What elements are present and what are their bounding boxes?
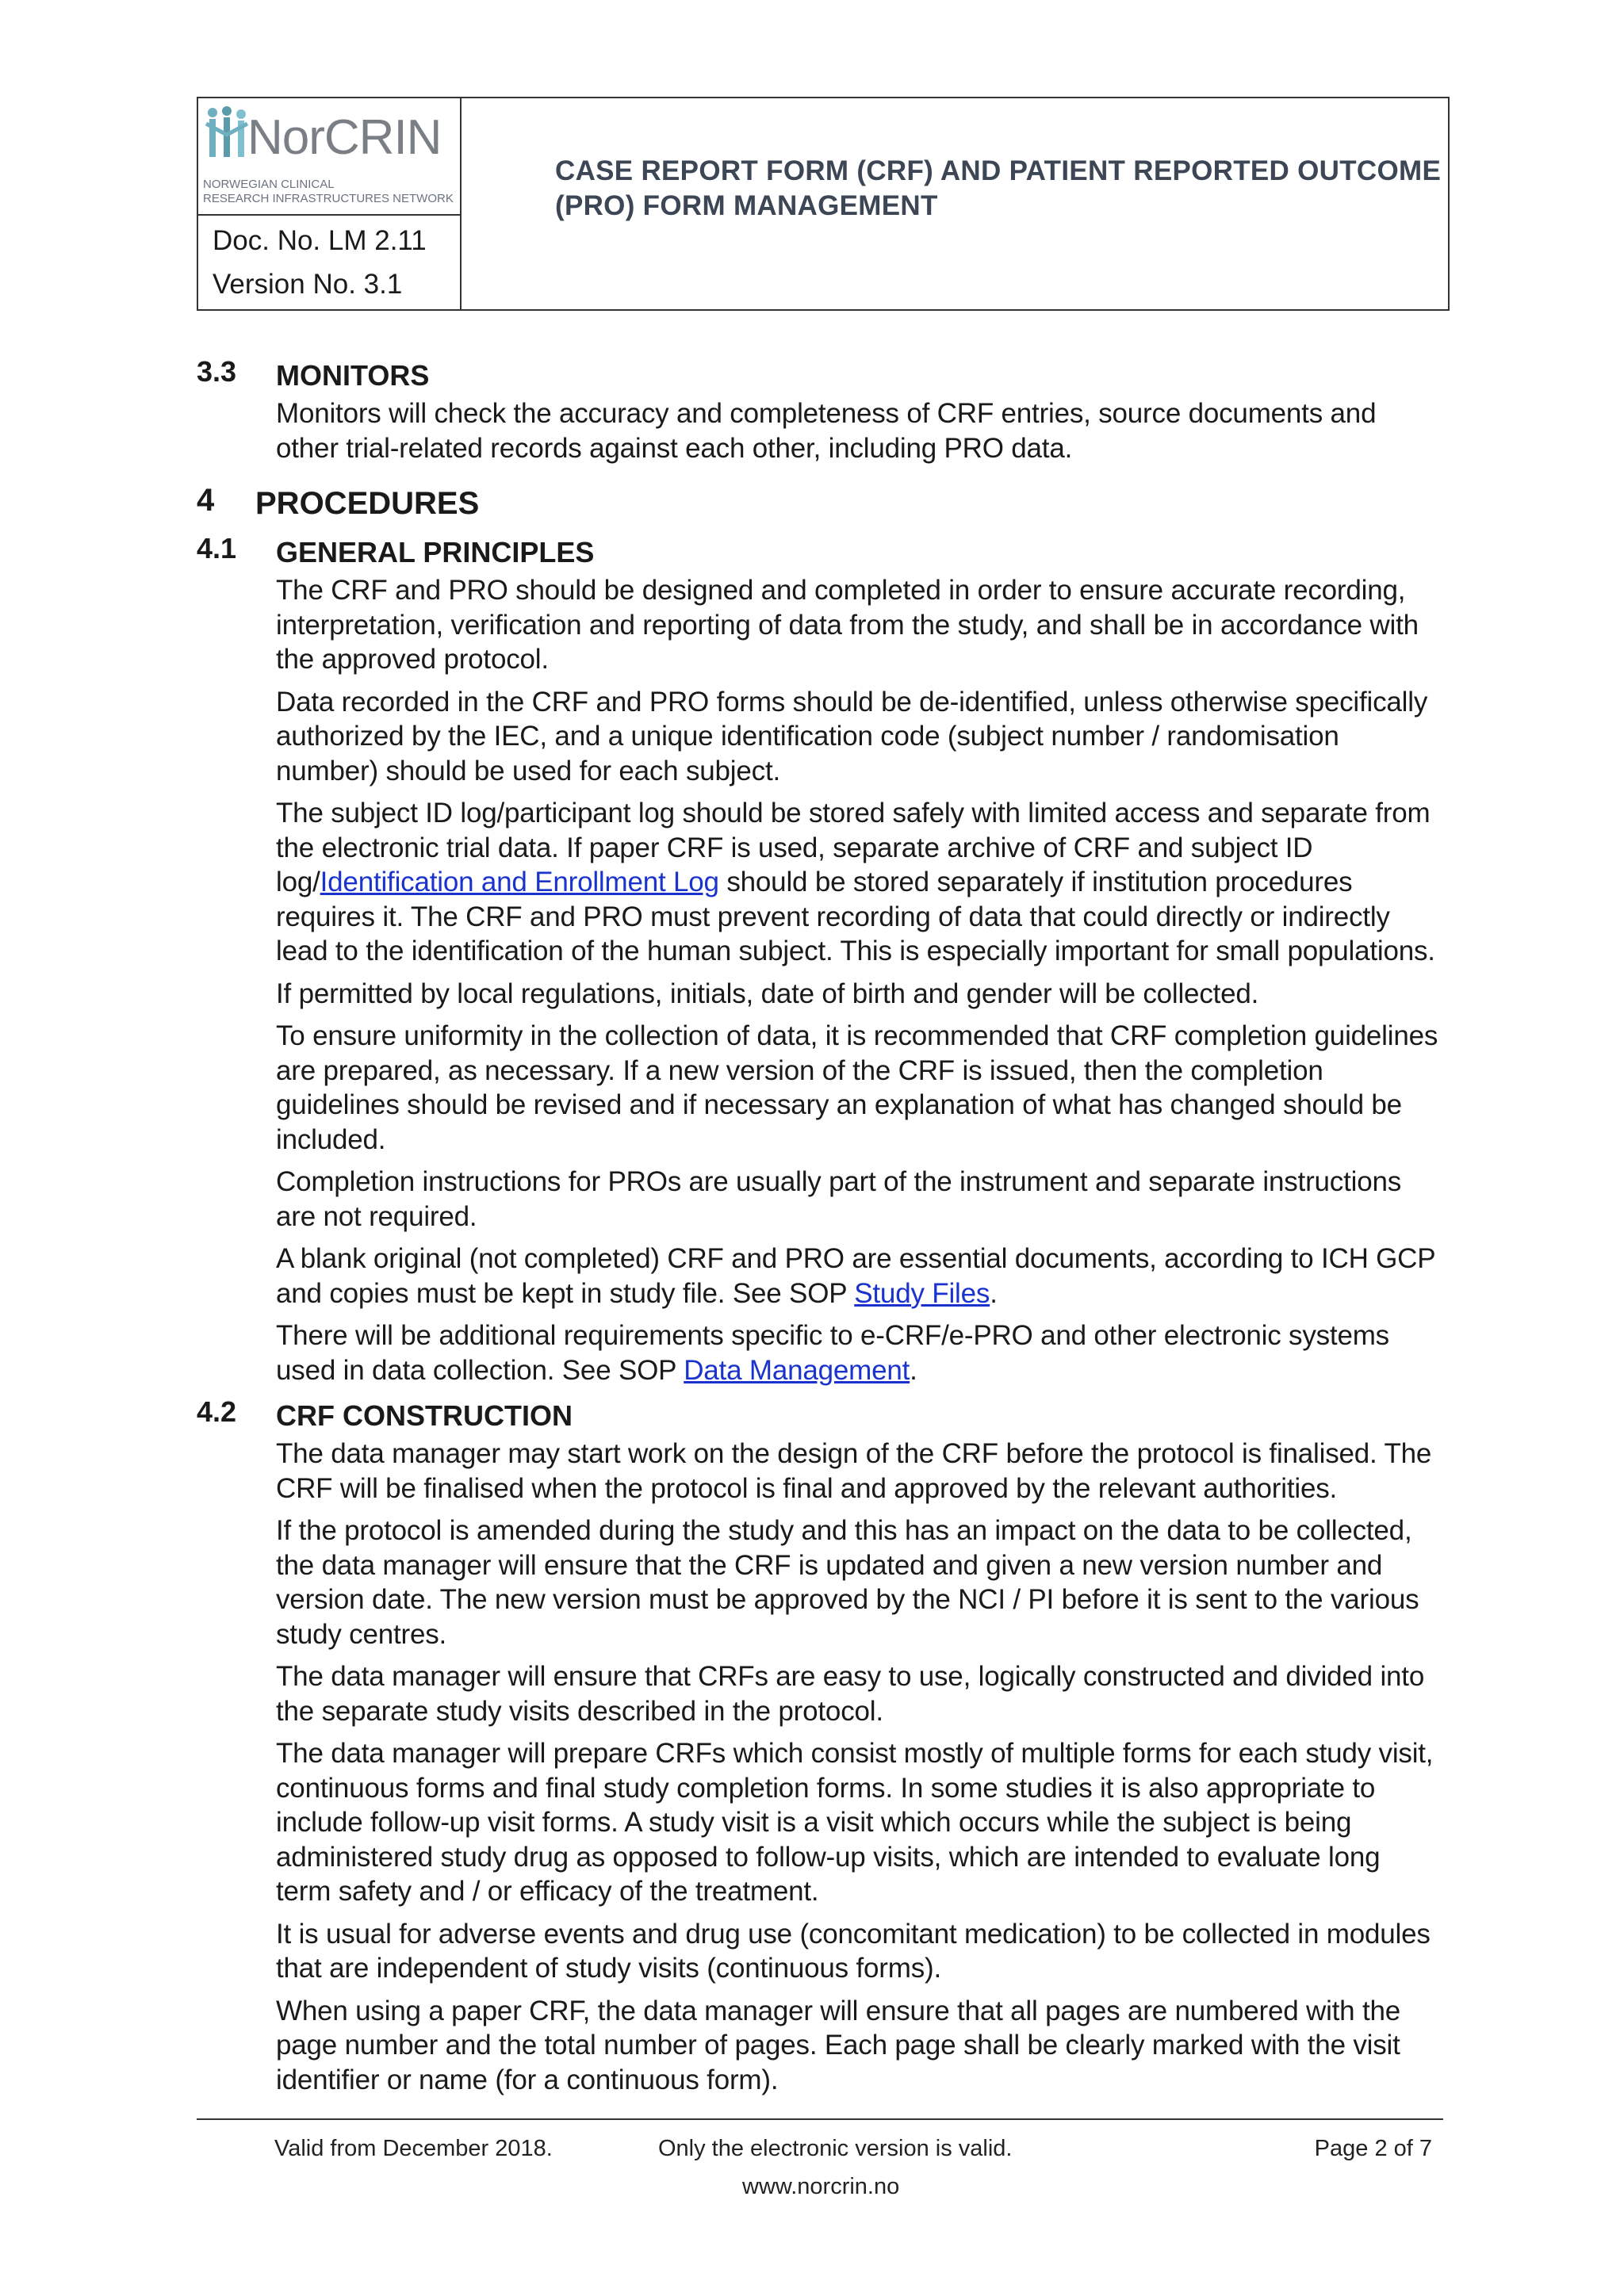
section-4-heading bbox=[197, 483, 1450, 524]
study-files-link[interactable]: Study Files bbox=[854, 1277, 990, 1309]
paragraph-text: . bbox=[990, 1277, 998, 1309]
electronic-version-note: Only the electronic version is valid. bbox=[658, 2136, 1013, 2161]
logo-subtitle-line-2: RESEARCH INFRASTRUCTURES NETWORK bbox=[203, 192, 454, 205]
paragraph-text: . bbox=[910, 1354, 917, 1386]
valid-from-text: Valid from December 2018. bbox=[274, 2136, 553, 2161]
section-4-1-heading bbox=[197, 532, 1450, 573]
paragraph-text: The subject ID log/participant log should be stored safely with limited access and separate from the electronic trial data. If paper CRF is used, separate archive of CRF and subject ID log/ bbox=[276, 798, 1431, 897]
paragraph-text: should be stored separately if institution procedures requires it. The CRF and PRO must prevent recording of data that could directly or indirectly lead to the identification of the human subject. This is especially important for small populations. bbox=[276, 867, 1435, 966]
paragraph: The data manager may start work on the design of the CRF before the protocol is finalised. The CRF will be finalised when the protocol is final and approved by the relevant authorities. bbox=[276, 1438, 1432, 1504]
section-title: PROCEDURES bbox=[255, 486, 480, 521]
paragraph: If permitted by local regulations, initials, date of birth and gender will be collected. bbox=[276, 978, 1259, 1009]
paragraph bbox=[276, 1242, 1442, 1311]
paragraph: Data recorded in the CRF and PRO forms should be de-identified, unless otherwise specifically authorized by the IEC, and a unique identification code (subject number / randomisation number) should be used for each subject. bbox=[276, 686, 1428, 786]
doc-number: Doc. No. LM 2.11 bbox=[213, 225, 427, 256]
paragraph: If the protocol is amended during the study and this has an impact on the data to be collected, the data manager will ensure that the CRF is updated and given a new version number and version date. The new version must be approved by the NCI / PI before it is sent to the various study centres. bbox=[276, 1515, 1419, 1650]
paragraph-text: A blank original (not completed) CRF and PRO are essential documents, according to ICH GCP and copies must be kept in study file. See SOP bbox=[276, 1243, 1435, 1309]
document-body bbox=[197, 355, 1450, 2105]
norcrin-logo bbox=[198, 98, 460, 216]
section-number: 4.2 bbox=[197, 1395, 237, 1428]
document-header bbox=[197, 97, 1450, 311]
paragraph-text: There will be additional requirements specific to e-CRF/e-PRO and other electronic systems used in data collection. See SOP bbox=[276, 1320, 1389, 1386]
paragraph: It is usual for adverse events and drug use (concomitant medication) to be collected in modules that are independent of study visits (continuous forms). bbox=[276, 1918, 1431, 1984]
header-left-column bbox=[198, 98, 462, 309]
document-info bbox=[198, 216, 460, 309]
paragraph bbox=[276, 796, 1442, 969]
identification-enrollment-log-link[interactable]: Identification and Enrollment Log bbox=[320, 867, 719, 897]
paragraph: Monitors will check the accuracy and completeness of CRF entries, source documents and other trial-related records against each other, including PRO data. bbox=[276, 398, 1377, 464]
version-number: Version No. 3.1 bbox=[213, 269, 403, 300]
logo-subtitle-line-1: NORWEGIAN CLINICAL bbox=[203, 178, 335, 191]
paragraph bbox=[276, 1318, 1442, 1387]
section-title: MONITORS bbox=[276, 359, 430, 392]
data-management-link[interactable]: Data Management bbox=[684, 1354, 910, 1386]
logo-name: NorCRIN bbox=[247, 110, 442, 165]
section-3-3-heading bbox=[197, 355, 1450, 396]
document-title-line-1: CASE REPORT FORM (CRF) AND PATIENT REPORTED OUTCOME bbox=[555, 155, 1442, 186]
document-title bbox=[462, 98, 1448, 309]
paragraph: When using a paper CRF, the data manager will ensure that all pages are numbered with the page number and the total number of pages. Each page shall be clearly marked with the visit identifier or name (for a continuous form). bbox=[276, 1995, 1401, 2095]
people-figures-icon bbox=[203, 103, 251, 166]
section-4-2-heading bbox=[197, 1395, 1450, 1437]
footer-divider bbox=[197, 2118, 1443, 2120]
paragraph: To ensure uniformity in the collection of data, it is recommended that CRF completion guidelines are prepared, as necessary. If a new version of the CRF is issued, then the completion guidelines should be revised and if necessary an explanation of what has changed should be included. bbox=[276, 1020, 1438, 1155]
logo-subtitle bbox=[203, 178, 454, 206]
document-title-line-2: (PRO) FORM MANAGEMENT bbox=[555, 190, 938, 221]
paragraph: Completion instructions for PROs are usually part of the instrument and separate instructions are not required. bbox=[276, 1166, 1402, 1232]
paragraph: The data manager will ensure that CRFs are easy to use, logically constructed and divided into the separate study visits described in the protocol. bbox=[276, 1661, 1425, 1727]
paragraph: The data manager will prepare CRFs which consist mostly of multiple forms for each study visit, continuous forms and final study completion forms. In some studies it is also appropriate to include follow-up visit forms. A study visit is a visit which occurs while the subject is being administered study drug as opposed to follow-up visits, which are intended to evaluate long term safety and / or efficacy of the treatment. bbox=[276, 1738, 1434, 1907]
section-number: 3.3 bbox=[197, 355, 237, 388]
section-number: 4.1 bbox=[197, 532, 237, 564]
section-title: GENERAL PRINCIPLES bbox=[276, 536, 595, 568]
page-number: Page 2 of 7 bbox=[1314, 2136, 1432, 2161]
paragraph: The CRF and PRO should be designed and completed in order to ensure accurate recording, interpretation, verification and reporting of data from the study, and shall be in accordance with the approved protocol. bbox=[276, 575, 1419, 675]
section-title: CRF CONSTRUCTION bbox=[276, 1399, 573, 1432]
website-url: www.norcrin.no bbox=[742, 2174, 900, 2199]
section-number: 4 bbox=[197, 483, 215, 518]
